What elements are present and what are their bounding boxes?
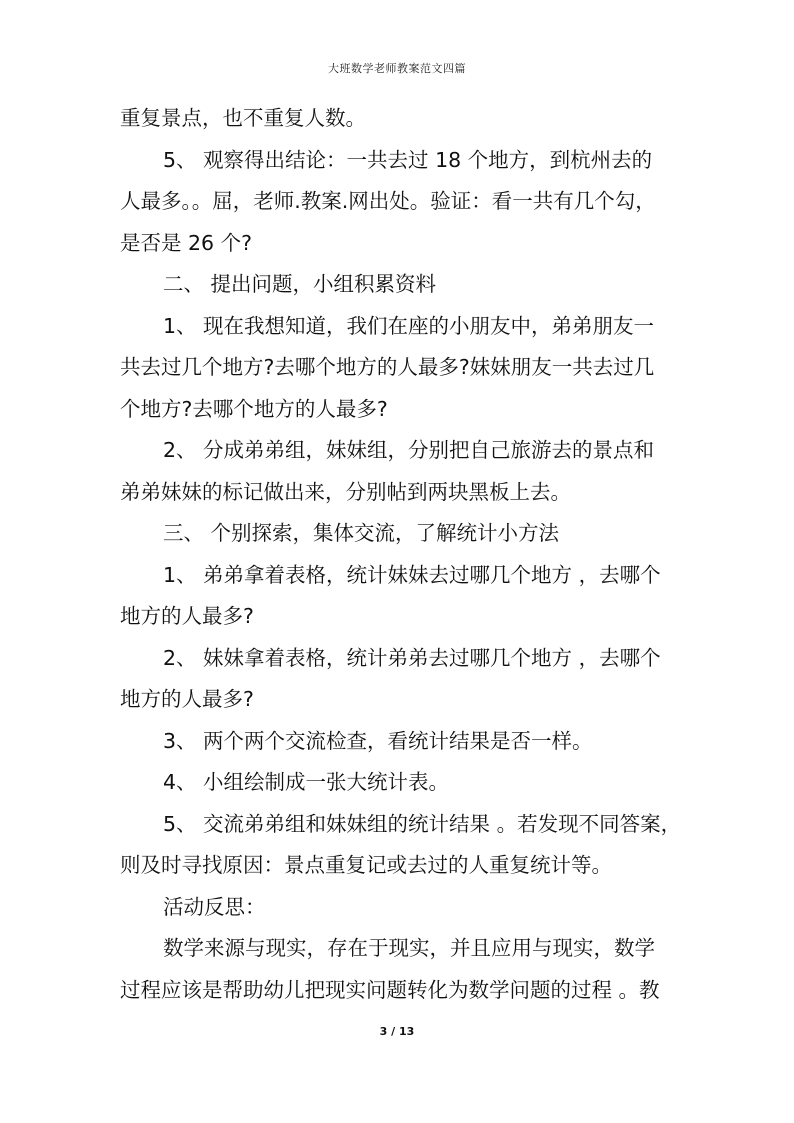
text-line: 则及时寻找原因：景点重复记或去过的人重复统计等。	[120, 853, 612, 877]
text-line: 弟弟妹妹的标记做出来，分别帖到两块黑板上去。	[120, 479, 571, 504]
text-line: 数学来源与现实，存在于现实，并且应用与现实，数学	[163, 936, 655, 960]
text-line: 是否是 26 个?	[120, 230, 252, 255]
text-line: 4、 小组绘制成一张大统计表。	[163, 770, 450, 794]
text-line: 个地方?去哪个地方的人最多?	[120, 396, 388, 421]
section-heading: 活动反思：	[163, 894, 266, 919]
text-line: 地方的人最多?	[120, 604, 254, 628]
section-heading: 二、 提出问题，小组积累资料	[163, 272, 437, 296]
text-line: 5、 观察得出结论：一共去过 18 个地方，到杭州去的	[163, 147, 653, 172]
text-line: 1、 现在我想知道，我们在座的小朋友中，弟弟朋友一	[163, 313, 655, 338]
text-line: 共去过几个地方?去哪个地方的人最多?妹妹朋友一共去过几	[120, 355, 655, 379]
text-line: 过程应该是帮助幼儿把现实问题转化为数学问题的过程 。教	[120, 977, 660, 1002]
text-line: 人最多。。屈，老师.教案.网出处。验证：看一共有几个勾，	[120, 189, 656, 213]
page-header: 大班数学老师教案范文四篇	[328, 62, 466, 75]
text-line: 地方的人最多?	[120, 687, 254, 711]
text-line: 5、 交流弟弟组和妹妹组的统计结果 。若发现不同答案，	[163, 811, 682, 836]
text-line: 2、 妹妹拿着表格，统计弟弟去过哪几个地方 ，去哪个	[163, 645, 661, 670]
page-number: 3 / 13	[379, 1025, 415, 1038]
section-heading: 三、 个别探索，集体交流，了解统计小方法	[163, 521, 560, 545]
text-line: 1、 弟弟拿着表格，统计妹妹去过哪几个地方 ，去哪个	[163, 562, 661, 587]
text-line: 3、 两个两个交流检查，看统计结果是否一样。	[163, 728, 593, 753]
text-line: 重复景点，也不重复人数。	[120, 106, 366, 130]
text-line: 2、 分成弟弟组，妹妹组，分别把自己旅游去的景点和	[163, 438, 655, 462]
document-body	[120, 98, 690, 1011]
